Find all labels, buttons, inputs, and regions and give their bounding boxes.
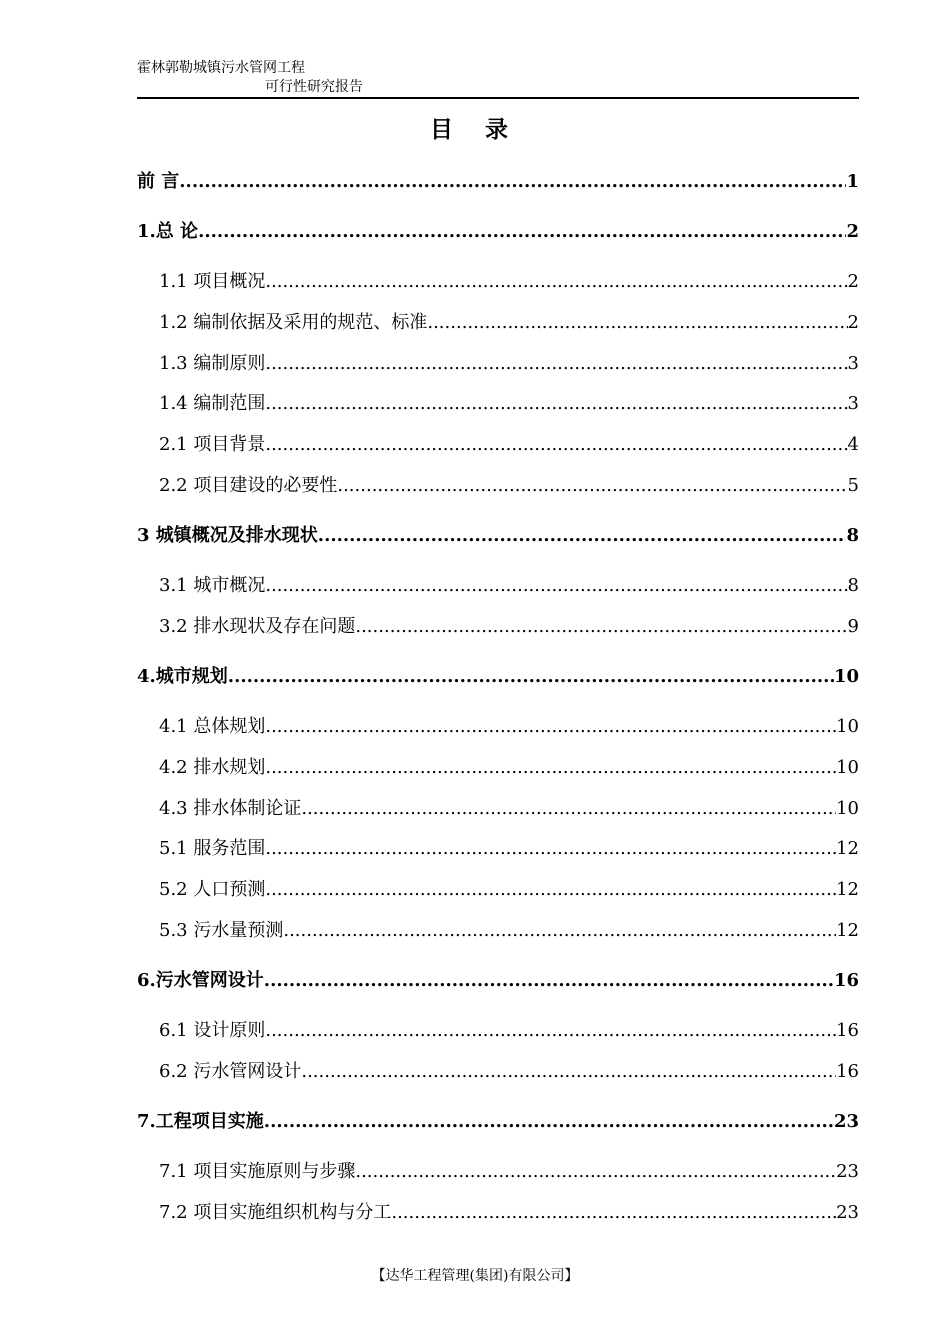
toc-leader-dots — [427, 309, 847, 337]
toc-entry-page: 16 — [836, 1061, 859, 1082]
toc-leader-dots — [301, 1058, 836, 1086]
toc-entry-page: 10 — [833, 666, 859, 687]
toc-entry-label: 6.污水管网设计 — [137, 970, 264, 991]
toc-entry-page: 8 — [847, 575, 859, 596]
toc-entry[interactable] — [159, 390, 859, 418]
toc-entry-page: 2 — [847, 312, 859, 333]
toc-leader-dots — [179, 168, 846, 196]
toc-entry-page: 12 — [836, 920, 859, 941]
toc-leader-dots — [265, 431, 847, 459]
toc-entry[interactable] — [159, 1017, 859, 1045]
toc-entry-page: 1 — [846, 171, 859, 192]
toc-entry-label: 1.2 编制依据及采用的规范、标准 — [159, 312, 428, 333]
toc-leader-dots — [264, 967, 834, 995]
toc-leader-dots — [265, 572, 847, 600]
toc-entry[interactable] — [159, 613, 859, 641]
header-project-name: 霍林郭勒城镇污水管网工程 — [137, 60, 305, 76]
toc-entry-page: 10 — [836, 798, 859, 819]
toc-leader-dots — [337, 472, 847, 500]
toc-entry-page: 4 — [847, 434, 859, 455]
toc-leader-dots — [265, 350, 847, 378]
toc-entry-label: 4.城市规划 — [137, 666, 228, 687]
toc-entry[interactable] — [137, 967, 859, 995]
page-header — [137, 58, 859, 96]
toc-entry[interactable] — [159, 835, 859, 863]
toc-entry[interactable] — [159, 350, 859, 378]
toc-entry-page: 23 — [833, 1111, 859, 1132]
toc-entry-label: 5.1 服务范围 — [159, 838, 266, 859]
header-report-type: 可行性研究报告 — [265, 79, 363, 95]
toc-entry-page: 3 — [847, 393, 859, 414]
toc-entry-label: 3.2 排水现状及存在问题 — [159, 616, 356, 637]
toc-entry-page: 10 — [836, 716, 859, 737]
toc-entry[interactable] — [159, 1058, 859, 1086]
page-title: 目 录 — [429, 117, 520, 143]
toc-entry-label: 1.4 编制范围 — [159, 393, 266, 414]
toc-entry[interactable] — [137, 663, 859, 691]
toc-leader-dots — [283, 917, 836, 945]
toc-entry[interactable] — [137, 522, 859, 550]
toc-leader-dots — [265, 1017, 836, 1045]
toc-entry-label: 4.2 排水规划 — [159, 757, 266, 778]
toc-entry-page: 23 — [836, 1202, 859, 1223]
toc-entry[interactable] — [159, 572, 859, 600]
toc-entry-label: 6.1 设计原则 — [159, 1020, 266, 1041]
toc-entry-page: 5 — [847, 475, 859, 496]
toc-leader-dots — [265, 754, 836, 782]
toc-leader-dots — [265, 713, 836, 741]
toc-entry-label: 6.2 污水管网设计 — [159, 1061, 302, 1082]
toc-leader-dots — [265, 390, 847, 418]
toc-entry-page: 16 — [833, 970, 859, 991]
toc-leader-dots — [318, 522, 847, 550]
toc-entry-page: 3 — [847, 353, 859, 374]
toc-entry-label: 7.2 项目实施组织机构与分工 — [159, 1202, 392, 1223]
toc-leader-dots — [265, 835, 836, 863]
toc-entry-page: 2 — [846, 221, 859, 242]
header-rule — [137, 97, 859, 99]
toc-entry-label: 3 城镇概况及排水现状 — [137, 525, 318, 546]
toc-entry-label: 1.总 论 — [137, 221, 199, 242]
toc-entry[interactable] — [159, 309, 859, 337]
toc-entry-page: 9 — [847, 616, 859, 637]
toc-entry[interactable] — [159, 472, 859, 500]
toc-entry[interactable] — [137, 218, 859, 246]
toc-entry[interactable] — [159, 754, 859, 782]
toc-leader-dots — [355, 1158, 836, 1186]
toc-entry-label: 1.3 编制原则 — [159, 353, 266, 374]
toc-leader-dots — [391, 1199, 836, 1227]
toc-entry-label: 4.3 排水体制论证 — [159, 798, 302, 819]
toc-leader-dots — [301, 795, 836, 823]
toc-entry[interactable] — [159, 795, 859, 823]
toc-entry[interactable] — [137, 168, 859, 196]
toc-entry-label: 2.2 项目建设的必要性 — [159, 475, 338, 496]
toc-entry-page: 12 — [836, 879, 859, 900]
toc-entry-label: 前 言 — [137, 171, 180, 192]
toc-entry[interactable] — [159, 1158, 859, 1186]
toc-entry-label: 7.工程项目实施 — [137, 1111, 264, 1132]
toc-entry-page: 23 — [836, 1161, 859, 1182]
toc-leader-dots — [265, 268, 847, 296]
toc-entry[interactable] — [159, 917, 859, 945]
page-footer: 【达华工程管理(集团)有限公司】 — [371, 1268, 579, 1284]
toc-leader-dots — [265, 876, 836, 904]
toc-entry-label: 5.3 污水量预测 — [159, 920, 284, 941]
toc-entry[interactable] — [159, 1199, 859, 1227]
toc-entry-page: 12 — [836, 838, 859, 859]
toc-leader-dots — [228, 663, 834, 691]
toc-entry-label: 3.1 城市概况 — [159, 575, 266, 596]
toc-entry-label: 4.1 总体规划 — [159, 716, 266, 737]
toc-entry-label: 7.1 项目实施原则与步骤 — [159, 1161, 356, 1182]
toc-entry-label: 5.2 人口预测 — [159, 879, 266, 900]
toc-entry[interactable] — [159, 713, 859, 741]
toc-entry[interactable] — [159, 876, 859, 904]
toc-entry-page: 2 — [847, 271, 859, 292]
toc-entry-label: 2.1 项目背景 — [159, 434, 266, 455]
toc-entry-page: 10 — [836, 757, 859, 778]
toc-entry[interactable] — [159, 268, 859, 296]
toc-entry-page: 16 — [836, 1020, 859, 1041]
toc-entry-label: 1.1 项目概况 — [159, 271, 266, 292]
toc-leader-dots — [355, 613, 847, 641]
toc-leader-dots — [264, 1108, 834, 1136]
toc-leader-dots — [198, 218, 846, 246]
toc-entry[interactable] — [137, 1108, 859, 1136]
toc-entry[interactable] — [159, 431, 859, 459]
toc-entry-page: 8 — [846, 525, 859, 546]
